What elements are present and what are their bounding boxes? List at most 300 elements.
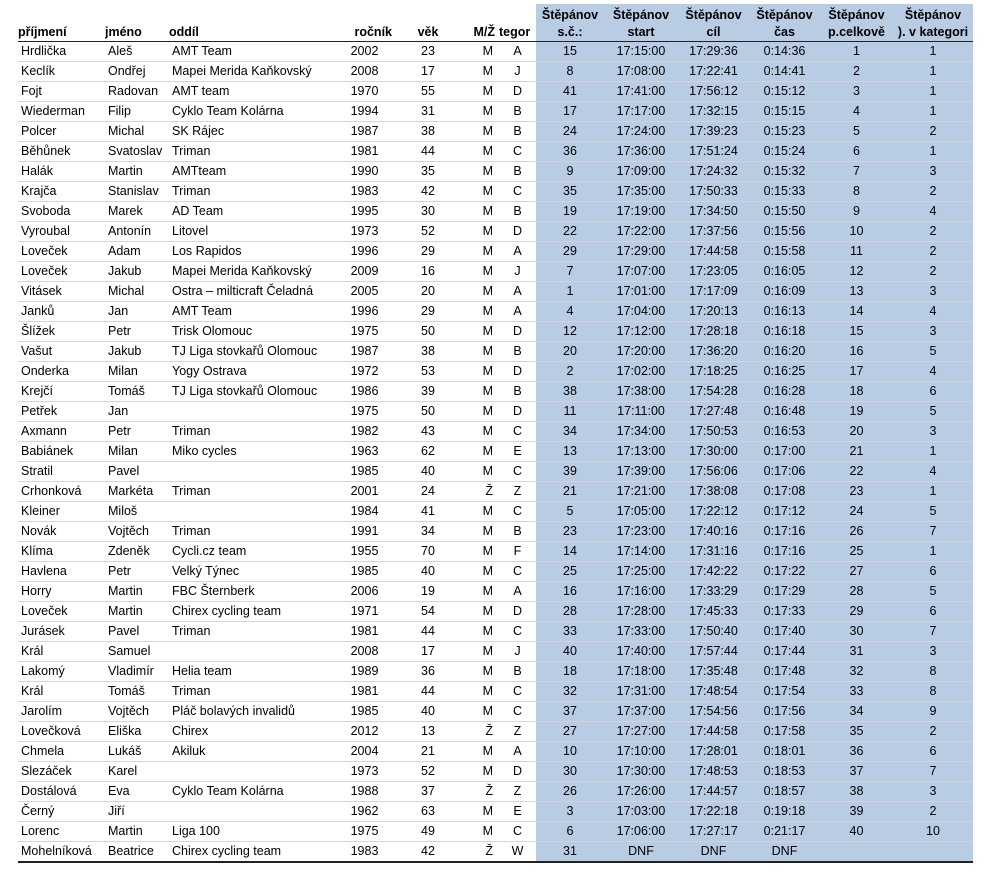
cell-rocnik: 1996 [332, 241, 397, 261]
cell-mz: M [459, 561, 499, 581]
cell-prijmeni: Fojt [18, 81, 105, 101]
cell-rocnik: 2009 [332, 261, 397, 281]
cell-cil: 17:44:58 [678, 241, 749, 261]
cell-start: 17:19:00 [604, 201, 678, 221]
cell-startovni-cislo: 34 [536, 421, 604, 441]
cell-mz: M [459, 181, 499, 201]
cell-jmeno: Svatoslav [105, 141, 169, 161]
cell-poradi-celkove: 9 [820, 201, 893, 221]
header-mz: M/Ž [459, 4, 499, 41]
cell-startovni-cislo: 25 [536, 561, 604, 581]
cell-kategorie: B [499, 121, 536, 141]
cell-startovni-cislo: 18 [536, 661, 604, 681]
table-row [18, 761, 973, 781]
cell-mz: M [459, 201, 499, 221]
cell-cil: 17:35:48 [678, 661, 749, 681]
cell-cil: 17:42:22 [678, 561, 749, 581]
cell-oddil: AD Team [169, 201, 332, 221]
cell-jmeno: Marek [105, 201, 169, 221]
cell-cil: 17:50:33 [678, 181, 749, 201]
cell-vek: 24 [397, 481, 459, 501]
cell-startovni-cislo: 37 [536, 701, 604, 721]
cell-oddil: Yogy Ostrava [169, 361, 332, 381]
cell-cas: 0:18:53 [749, 761, 820, 781]
cell-jmeno: Michal [105, 121, 169, 141]
cell-oddil [169, 801, 332, 821]
cell-startovni-cislo: 13 [536, 441, 604, 461]
cell-rocnik: 2006 [332, 581, 397, 601]
cell-oddil [169, 401, 332, 421]
cell-cas: 0:16:18 [749, 321, 820, 341]
cell-poradi-kategorie: 8 [893, 681, 973, 701]
cell-poradi-kategorie: 4 [893, 301, 973, 321]
cell-rocnik: 1962 [332, 801, 397, 821]
cell-poradi-kategorie: 3 [893, 421, 973, 441]
cell-prijmeni: Janků [18, 301, 105, 321]
cell-kategorie: E [499, 441, 536, 461]
cell-vek: 23 [397, 41, 459, 61]
cell-jmeno: Vojtěch [105, 701, 169, 721]
cell-poradi-celkove: 15 [820, 321, 893, 341]
cell-prijmeni: Loveček [18, 261, 105, 281]
header-line-1: Štěpánov [685, 7, 742, 22]
cell-start: 17:34:00 [604, 421, 678, 441]
cell-oddil [169, 761, 332, 781]
cell-jmeno: Tomáš [105, 681, 169, 701]
table-row [18, 661, 973, 681]
cell-jmeno: Jan [105, 301, 169, 321]
cell-poradi-celkove: 36 [820, 741, 893, 761]
cell-vek: 43 [397, 421, 459, 441]
table-row [18, 441, 973, 461]
cell-rocnik: 1981 [332, 621, 397, 641]
cell-oddil: Chirex cycling team [169, 841, 332, 862]
cell-cas: 0:14:36 [749, 41, 820, 61]
cell-mz: M [459, 241, 499, 261]
cell-poradi-kategorie: 9 [893, 701, 973, 721]
table-row [18, 361, 973, 381]
cell-poradi-kategorie: 1 [893, 101, 973, 121]
cell-mz: M [459, 401, 499, 421]
cell-start: 17:22:00 [604, 221, 678, 241]
cell-jmeno: Radovan [105, 81, 169, 101]
cell-rocnik: 1994 [332, 101, 397, 121]
cell-jmeno: Jan [105, 401, 169, 421]
cell-rocnik: 2004 [332, 741, 397, 761]
cell-start: 17:26:00 [604, 781, 678, 801]
cell-jmeno: Petr [105, 561, 169, 581]
cell-poradi-celkove: 14 [820, 301, 893, 321]
cell-cas: 0:17:16 [749, 541, 820, 561]
cell-vek: 31 [397, 101, 459, 121]
cell-prijmeni: Horry [18, 581, 105, 601]
cell-cil: 17:32:15 [678, 101, 749, 121]
cell-poradi-celkove: 17 [820, 361, 893, 381]
cell-jmeno: Samuel [105, 641, 169, 661]
cell-cas: 0:17:12 [749, 501, 820, 521]
cell-mz: M [459, 741, 499, 761]
table-row [18, 681, 973, 701]
cell-prijmeni: Petřek [18, 401, 105, 421]
cell-oddil: Cyklo Team Kolárna [169, 101, 332, 121]
cell-oddil: Triman [169, 181, 332, 201]
cell-mz: Ž [459, 721, 499, 741]
cell-vek: 38 [397, 121, 459, 141]
cell-mz: M [459, 101, 499, 121]
cell-vek: 17 [397, 61, 459, 81]
cell-jmeno: Jakub [105, 261, 169, 281]
cell-jmeno: Vojtěch [105, 521, 169, 541]
cell-start: 17:23:00 [604, 521, 678, 541]
header-rocnik: ročník [332, 4, 397, 41]
cell-rocnik: 1985 [332, 701, 397, 721]
cell-poradi-celkove: 25 [820, 541, 893, 561]
cell-kategorie: B [499, 341, 536, 361]
cell-prijmeni: Lorenc [18, 821, 105, 841]
cell-mz: M [459, 661, 499, 681]
cell-rocnik: 1984 [332, 501, 397, 521]
cell-oddil: Cycli.cz team [169, 541, 332, 561]
table-row [18, 281, 973, 301]
cell-cil: 17:36:20 [678, 341, 749, 361]
cell-start: 17:11:00 [604, 401, 678, 421]
cell-prijmeni: Klíma [18, 541, 105, 561]
cell-cil: 17:17:09 [678, 281, 749, 301]
cell-cil: 17:28:18 [678, 321, 749, 341]
cell-poradi-celkove: 39 [820, 801, 893, 821]
cell-poradi-kategorie: 4 [893, 361, 973, 381]
cell-poradi-kategorie: 2 [893, 181, 973, 201]
cell-poradi-celkove: 33 [820, 681, 893, 701]
cell-kategorie: Z [499, 721, 536, 741]
cell-poradi-celkove: 23 [820, 481, 893, 501]
cell-poradi-kategorie: 6 [893, 601, 973, 621]
cell-start: 17:20:00 [604, 341, 678, 361]
cell-poradi-celkove: 19 [820, 401, 893, 421]
table-row [18, 741, 973, 761]
cell-jmeno: Adam [105, 241, 169, 261]
cell-cil: 17:33:29 [678, 581, 749, 601]
cell-rocnik: 2001 [332, 481, 397, 501]
cell-kategorie: A [499, 301, 536, 321]
table-row [18, 541, 973, 561]
cell-mz: M [459, 261, 499, 281]
cell-cil: 17:29:36 [678, 41, 749, 61]
cell-start: 17:28:00 [604, 601, 678, 621]
cell-kategorie: A [499, 41, 536, 61]
cell-oddil [169, 501, 332, 521]
cell-poradi-celkove: 20 [820, 421, 893, 441]
cell-rocnik: 1963 [332, 441, 397, 461]
table-row [18, 141, 973, 161]
cell-poradi-kategorie: 4 [893, 201, 973, 221]
cell-rocnik: 1975 [332, 321, 397, 341]
cell-start: 17:01:00 [604, 281, 678, 301]
cell-start: 17:12:00 [604, 321, 678, 341]
cell-poradi-celkove: 26 [820, 521, 893, 541]
cell-kategorie: D [499, 321, 536, 341]
table-row [18, 301, 973, 321]
cell-poradi-celkove: 27 [820, 561, 893, 581]
cell-prijmeni: Stratil [18, 461, 105, 481]
cell-prijmeni: Wiederman [18, 101, 105, 121]
cell-prijmeni: Vašut [18, 341, 105, 361]
cell-vek: 20 [397, 281, 459, 301]
cell-rocnik: 1975 [332, 401, 397, 421]
cell-prijmeni: Král [18, 681, 105, 701]
cell-prijmeni: Kleiner [18, 501, 105, 521]
cell-poradi-kategorie: 6 [893, 561, 973, 581]
cell-startovni-cislo: 1 [536, 281, 604, 301]
cell-cas: 0:18:01 [749, 741, 820, 761]
cell-poradi-celkove: 18 [820, 381, 893, 401]
header-cil [678, 4, 749, 41]
cell-jmeno: Ondřej [105, 61, 169, 81]
cell-poradi-celkove: 3 [820, 81, 893, 101]
cell-cas: 0:17:00 [749, 441, 820, 461]
cell-oddil: Ostra – milticraft Čeladná [169, 281, 332, 301]
cell-mz: Ž [459, 481, 499, 501]
cell-mz: M [459, 621, 499, 641]
cell-startovni-cislo: 22 [536, 221, 604, 241]
cell-cas: 0:15:24 [749, 141, 820, 161]
cell-cas: 0:15:32 [749, 161, 820, 181]
cell-vek: 42 [397, 841, 459, 862]
cell-start: 17:03:00 [604, 801, 678, 821]
cell-oddil: Triman [169, 681, 332, 701]
table-row [18, 401, 973, 421]
cell-cil: 17:54:56 [678, 701, 749, 721]
cell-vek: 54 [397, 601, 459, 621]
table-row [18, 81, 973, 101]
cell-cas: 0:17:56 [749, 701, 820, 721]
cell-cas: 0:15:23 [749, 121, 820, 141]
cell-kategorie: J [499, 61, 536, 81]
cell-mz: M [459, 681, 499, 701]
cell-rocnik: 1970 [332, 81, 397, 101]
cell-mz: M [459, 341, 499, 361]
cell-poradi-kategorie: 6 [893, 381, 973, 401]
cell-vek: 19 [397, 581, 459, 601]
cell-mz: M [459, 141, 499, 161]
cell-kategorie: D [499, 361, 536, 381]
header-jmeno: jméno [105, 4, 169, 41]
table-row [18, 201, 973, 221]
cell-start: DNF [604, 841, 678, 862]
cell-jmeno: Vladimír [105, 661, 169, 681]
cell-vek: 13 [397, 721, 459, 741]
cell-jmeno: Lukáš [105, 741, 169, 761]
cell-kategorie: C [499, 681, 536, 701]
cell-rocnik: 1991 [332, 521, 397, 541]
cell-vek: 40 [397, 701, 459, 721]
cell-oddil: AMT Team [169, 301, 332, 321]
cell-prijmeni: Jarolím [18, 701, 105, 721]
cell-startovni-cislo: 5 [536, 501, 604, 521]
cell-start: 17:02:00 [604, 361, 678, 381]
cell-oddil: Velký Týnec [169, 561, 332, 581]
cell-oddil [169, 641, 332, 661]
cell-poradi-celkove: 30 [820, 621, 893, 641]
cell-cil: 17:57:44 [678, 641, 749, 661]
cell-cas: 0:15:50 [749, 201, 820, 221]
cell-mz: M [459, 541, 499, 561]
header-poradi-celkove [820, 4, 893, 41]
cell-poradi-celkove: 2 [820, 61, 893, 81]
cell-startovni-cislo: 30 [536, 761, 604, 781]
cell-startovni-cislo: 29 [536, 241, 604, 261]
cell-start: 17:06:00 [604, 821, 678, 841]
cell-cas: 0:21:17 [749, 821, 820, 841]
results-body [18, 41, 973, 862]
cell-rocnik: 1973 [332, 221, 397, 241]
cell-jmeno: Martin [105, 581, 169, 601]
cell-startovni-cislo: 8 [536, 61, 604, 81]
cell-kategorie: Z [499, 781, 536, 801]
cell-start: 17:37:00 [604, 701, 678, 721]
cell-prijmeni: Halák [18, 161, 105, 181]
header-prijmeni: příjmení [18, 4, 105, 41]
cell-startovni-cislo: 2 [536, 361, 604, 381]
cell-poradi-kategorie: 5 [893, 581, 973, 601]
cell-vek: 38 [397, 341, 459, 361]
cell-oddil: Triman [169, 421, 332, 441]
cell-oddil: Pláč bolavých invalidů [169, 701, 332, 721]
cell-cil: 17:31:16 [678, 541, 749, 561]
header-vek: věk [397, 4, 459, 41]
cell-cil: 17:34:50 [678, 201, 749, 221]
header-kategorie: tegor [499, 4, 536, 41]
cell-jmeno: Milan [105, 441, 169, 461]
cell-oddil: Helia team [169, 661, 332, 681]
cell-cas: 0:17:54 [749, 681, 820, 701]
cell-oddil: AMT team [169, 81, 332, 101]
cell-poradi-kategorie: 3 [893, 321, 973, 341]
cell-vek: 62 [397, 441, 459, 461]
cell-jmeno: Miloš [105, 501, 169, 521]
cell-vek: 53 [397, 361, 459, 381]
cell-prijmeni: Vyroubal [18, 221, 105, 241]
cell-jmeno: Pavel [105, 461, 169, 481]
cell-startovni-cislo: 32 [536, 681, 604, 701]
cell-rocnik: 2008 [332, 61, 397, 81]
cell-cas: 0:16:25 [749, 361, 820, 381]
cell-kategorie: B [499, 381, 536, 401]
cell-cil: 17:23:05 [678, 261, 749, 281]
cell-rocnik: 1975 [332, 821, 397, 841]
cell-startovni-cislo: 4 [536, 301, 604, 321]
table-row [18, 641, 973, 661]
cell-cas: 0:17:16 [749, 521, 820, 541]
cell-cil: 17:37:56 [678, 221, 749, 241]
cell-oddil: Liga 100 [169, 821, 332, 841]
cell-jmeno: Zdeněk [105, 541, 169, 561]
cell-jmeno: Karel [105, 761, 169, 781]
header-start [604, 4, 678, 41]
cell-cil: DNF [678, 841, 749, 862]
cell-prijmeni: Jurásek [18, 621, 105, 641]
cell-start: 17:36:00 [604, 141, 678, 161]
cell-poradi-celkove: 21 [820, 441, 893, 461]
cell-start: 17:05:00 [604, 501, 678, 521]
cell-poradi-kategorie: 3 [893, 281, 973, 301]
header-line-1: Štěpánov [612, 7, 670, 22]
cell-startovni-cislo: 9 [536, 161, 604, 181]
cell-prijmeni: Černý [18, 801, 105, 821]
results-table [18, 4, 973, 863]
cell-mz: M [459, 521, 499, 541]
cell-vek: 63 [397, 801, 459, 821]
cell-oddil: TJ Liga stovkařů Olomouc [169, 381, 332, 401]
cell-kategorie: C [499, 821, 536, 841]
cell-cas: 0:14:41 [749, 61, 820, 81]
cell-kategorie: C [499, 701, 536, 721]
cell-cil: 17:44:57 [678, 781, 749, 801]
cell-start: 17:14:00 [604, 541, 678, 561]
cell-kategorie: A [499, 581, 536, 601]
cell-prijmeni: Axmann [18, 421, 105, 441]
cell-prijmeni: Loveček [18, 601, 105, 621]
cell-poradi-celkove: 31 [820, 641, 893, 661]
cell-poradi-kategorie: 5 [893, 501, 973, 521]
cell-mz: M [459, 581, 499, 601]
header-row [18, 4, 973, 41]
table-row [18, 521, 973, 541]
cell-startovni-cislo: 31 [536, 841, 604, 862]
cell-cil: 17:56:12 [678, 81, 749, 101]
cell-oddil: AMT Team [169, 41, 332, 61]
cell-jmeno: Beatrice [105, 841, 169, 862]
cell-cil: 17:50:53 [678, 421, 749, 441]
cell-poradi-celkove: 13 [820, 281, 893, 301]
cell-poradi-kategorie: 8 [893, 661, 973, 681]
cell-startovni-cislo: 17 [536, 101, 604, 121]
cell-prijmeni: Onderka [18, 361, 105, 381]
cell-jmeno: Jakub [105, 341, 169, 361]
cell-cil: 17:39:23 [678, 121, 749, 141]
cell-startovni-cislo: 19 [536, 201, 604, 221]
cell-kategorie: C [499, 181, 536, 201]
cell-poradi-celkove [820, 841, 893, 862]
header-line-1: Štěpánov [904, 7, 962, 22]
cell-kategorie: C [499, 501, 536, 521]
table-row [18, 381, 973, 401]
cell-poradi-celkove: 22 [820, 461, 893, 481]
cell-kategorie: A [499, 281, 536, 301]
cell-mz: M [459, 321, 499, 341]
cell-start: 17:07:00 [604, 261, 678, 281]
cell-cas: 0:16:48 [749, 401, 820, 421]
cell-mz: M [459, 361, 499, 381]
cell-poradi-kategorie: 5 [893, 401, 973, 421]
cell-start: 17:13:00 [604, 441, 678, 461]
cell-poradi-kategorie [893, 841, 973, 862]
cell-cas: 0:17:29 [749, 581, 820, 601]
cell-start: 17:04:00 [604, 301, 678, 321]
cell-mz: M [459, 61, 499, 81]
cell-poradi-celkove: 5 [820, 121, 893, 141]
cell-poradi-kategorie: 7 [893, 621, 973, 641]
cell-rocnik: 1990 [332, 161, 397, 181]
cell-cil: 17:40:16 [678, 521, 749, 541]
cell-vek: 41 [397, 501, 459, 521]
cell-start: 17:35:00 [604, 181, 678, 201]
cell-vek: 34 [397, 521, 459, 541]
cell-poradi-kategorie: 1 [893, 81, 973, 101]
cell-cas: 0:17:48 [749, 661, 820, 681]
cell-start: 17:25:00 [604, 561, 678, 581]
cell-cas: 0:15:33 [749, 181, 820, 201]
